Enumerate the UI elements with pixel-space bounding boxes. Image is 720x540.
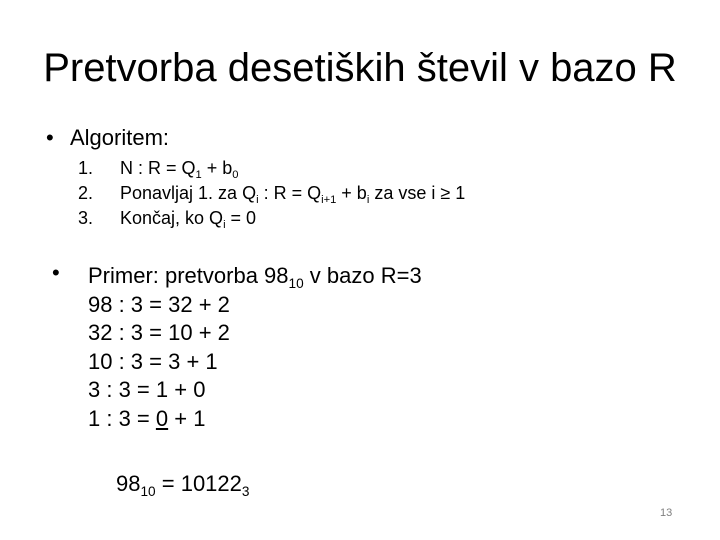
step-text: = 0 [225, 208, 257, 228]
division-line: 3 : 3 = 1 + 0 [88, 377, 206, 402]
step-1 [78, 156, 465, 181]
example-text: Primer: pretvorba 98 [88, 263, 289, 288]
step-text: N : R = Q [120, 158, 196, 178]
bullet-text: Algoritem: [70, 125, 170, 150]
step-number: 3. [78, 208, 94, 228]
step-3 [78, 206, 465, 231]
subscript: i [366, 193, 370, 206]
subscript: 10 [288, 275, 304, 291]
conversion-result [116, 470, 249, 498]
step-number: 1. [78, 158, 94, 178]
result-text: 98 [116, 471, 141, 496]
subscript: i+1 [321, 193, 337, 206]
page-number: 13 [660, 507, 673, 519]
division-line: 32 : 3 = 10 + 2 [88, 320, 230, 345]
example-text: v bazo R=3 [303, 263, 422, 288]
division-text: 1 : 3 = [88, 405, 156, 431]
bullet-marker: • [46, 125, 54, 150]
subscript: i [223, 218, 226, 231]
step-text: Končaj, ko Q [120, 208, 224, 228]
bullet-marker: • [52, 260, 60, 285]
division-line-last [88, 405, 422, 434]
step-text: Ponavljaj 1. za Q [120, 183, 257, 203]
subscript: 3 [241, 483, 250, 499]
example-heading [88, 262, 422, 291]
underlined-quotient: 0 [155, 405, 169, 431]
step-text: za vse i ≥ 1 [369, 183, 466, 203]
bullet-algorithm [46, 124, 169, 152]
subscript: 0 [232, 168, 239, 181]
subscript: 10 [140, 483, 156, 499]
slide-title: Pretvorba desetiških števil v bazo R [43, 46, 677, 90]
division-text: + 1 [168, 405, 206, 431]
example-block [88, 262, 422, 433]
algorithm-steps [78, 156, 465, 231]
subscript: i [256, 193, 259, 206]
result-text: = 10122 [155, 471, 242, 496]
division-line: 10 : 3 = 3 + 1 [88, 348, 218, 374]
division-line: 98 : 3 = 32 + 2 [88, 291, 230, 317]
step-text: + b [336, 183, 367, 203]
subscript: 1 [195, 168, 202, 181]
step-2 [78, 181, 465, 206]
step-number: 2. [78, 183, 94, 203]
step-text: + b [201, 158, 233, 178]
step-text: : R = Q [258, 183, 322, 203]
